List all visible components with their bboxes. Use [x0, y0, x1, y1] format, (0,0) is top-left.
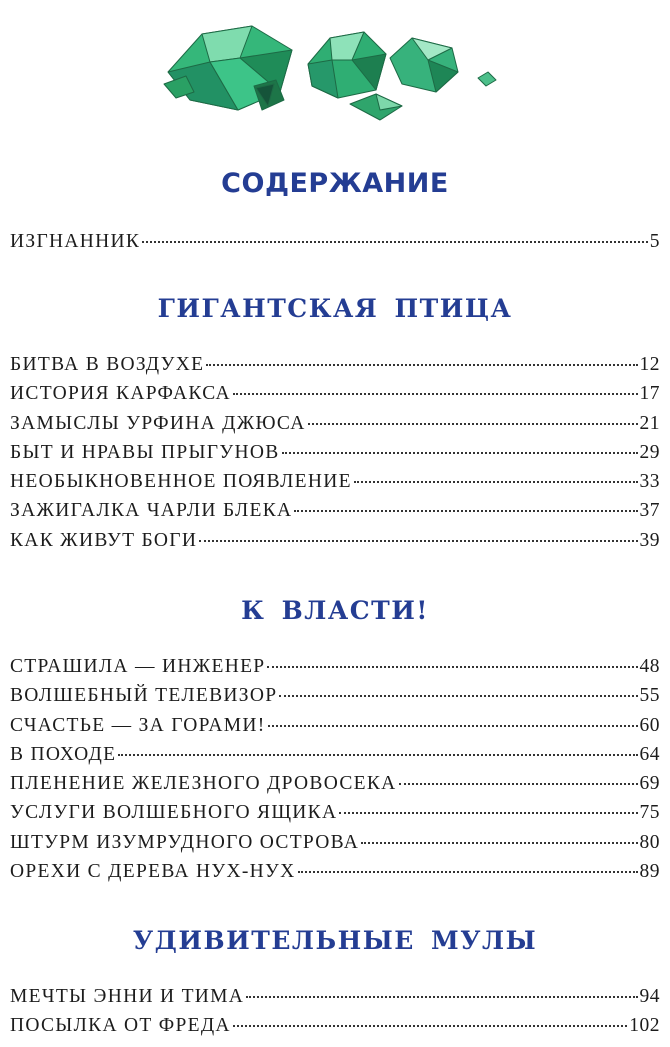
toc-entry[interactable] [10, 681, 660, 710]
toc-entry-name: БИТВА В ВОЗДУХЕ [10, 354, 205, 375]
toc-entry-name: ПОСЫЛКА ОТ ФРЕДА [10, 1015, 231, 1037]
toc-entry-page: 39 [639, 529, 660, 551]
leader-dots [354, 480, 638, 483]
toc-entry-page: 80 [639, 831, 660, 853]
toc-entry-page: 64 [639, 743, 660, 765]
toc-entry[interactable] [10, 409, 660, 438]
toc-section-amazing-mules [10, 982, 660, 1041]
leader-dots [246, 995, 637, 998]
toc-entry[interactable] [10, 1011, 660, 1040]
toc-intro [10, 227, 660, 256]
toc-entry[interactable] [10, 711, 660, 740]
toc-entry-page: 37 [639, 500, 660, 522]
toc-entry-name: В ПОХОДЕ [10, 743, 117, 765]
toc-entry-page: 5 [649, 231, 660, 252]
toc-entry-page: 55 [639, 685, 660, 707]
section-title-amazing-mules: УДИВИТЕЛЬНЫЕ МУЛЫ [132, 926, 538, 955]
toc-entry-name: ШТУРМ ИЗУМРУДНОГО ОСТРОВА [10, 831, 360, 853]
toc-entry-name: ПЛЕНЕНИЕ ЖЕЛЕЗНОГО ДРОВОСЕКА [10, 773, 397, 795]
toc-entry-name: ЗАМЫСЛЫ УРФИНА ДЖЮСА [10, 412, 306, 434]
toc-entry[interactable] [10, 467, 660, 496]
toc-entry-page: 17 [639, 383, 660, 405]
leader-dots [267, 665, 637, 668]
toc-entry-page: 75 [639, 802, 660, 824]
toc-entry-page: 29 [639, 441, 660, 463]
toc-entry[interactable] [10, 379, 660, 408]
toc-entry[interactable] [10, 526, 660, 555]
toc-entry[interactable] [10, 740, 660, 769]
leader-dots [361, 841, 637, 844]
toc-entry-name: ИЗГНАННИК [10, 231, 141, 252]
toc-entry-name: ВОЛШЕБНЫЙ ТЕЛЕВИЗОР [10, 685, 278, 707]
toc-entry[interactable] [10, 857, 660, 886]
section-title-giant-bird: ГИГАНТСКАЯ ПТИЦА [157, 294, 513, 323]
toc-entry-name: КАК ЖИВУТ БОГИ [10, 529, 198, 551]
leader-dots [118, 753, 637, 756]
toc-entry[interactable] [10, 350, 660, 379]
toc-entry[interactable] [10, 798, 660, 827]
leader-dots [399, 782, 638, 785]
toc-entry-name: МЕЧТЫ ЭННИ И ТИМА [10, 986, 245, 1007]
toc-entry-page: 21 [639, 412, 660, 434]
toc-entry-page: 89 [639, 861, 660, 883]
emerald-gems-icon [140, 14, 520, 130]
toc-entry[interactable] [10, 828, 660, 857]
toc-entry[interactable] [10, 769, 660, 798]
toc-entry-page: 33 [639, 471, 660, 493]
page-title: СОДЕРЖАНИЕ [221, 168, 449, 199]
toc-entry-name: ЗАЖИГАЛКА ЧАРЛИ БЛЕКА [10, 500, 293, 522]
toc-entry-name: УСЛУГИ ВОЛШЕБНОГО ЯЩИКА [10, 802, 338, 824]
toc-entry[interactable] [10, 652, 660, 681]
toc-entry-name: БЫТ И НРАВЫ ПРЫГУНОВ [10, 441, 280, 463]
leader-dots [282, 451, 638, 454]
leader-dots [199, 539, 637, 542]
toc-entry[interactable] [10, 496, 660, 525]
leader-dots [142, 240, 648, 243]
section-title-to-power: К ВЛАСТИ! [241, 596, 429, 625]
toc-entry-name: ИСТОРИЯ КАРФАКСА [10, 383, 231, 405]
leader-dots [339, 811, 637, 814]
toc-entry-page: 69 [639, 773, 660, 795]
toc-section-to-power [10, 652, 660, 886]
toc-entry-page: 94 [639, 986, 660, 1007]
toc-entry-page: 48 [639, 656, 660, 677]
toc-entry-page: 60 [639, 714, 660, 736]
leader-dots [268, 724, 638, 727]
toc-entry-name: СЧАСТЬЕ — ЗА ГОРАМИ! [10, 714, 266, 736]
toc-entry-page: 102 [629, 1015, 660, 1037]
toc-entry[interactable] [10, 438, 660, 467]
leader-dots [233, 392, 638, 395]
toc-entry[interactable] [10, 227, 660, 256]
leader-dots [206, 363, 637, 366]
leader-dots [279, 694, 637, 697]
toc-entry-page: 12 [639, 354, 660, 375]
toc-entry[interactable] [10, 982, 660, 1011]
leader-dots [294, 509, 637, 512]
leader-dots [298, 870, 638, 873]
toc-entry-name: СТРАШИЛА — ИНЖЕНЕР [10, 656, 266, 677]
toc-entry-name: НЕОБЫКНОВЕННОЕ ПОЯВЛЕНИЕ [10, 471, 352, 493]
toc-entry-name: ОРЕХИ С ДЕРЕВА НУХ-НУХ [10, 861, 296, 883]
leader-dots [233, 1024, 627, 1027]
leader-dots [308, 422, 638, 425]
toc-section-giant-bird [10, 350, 660, 555]
